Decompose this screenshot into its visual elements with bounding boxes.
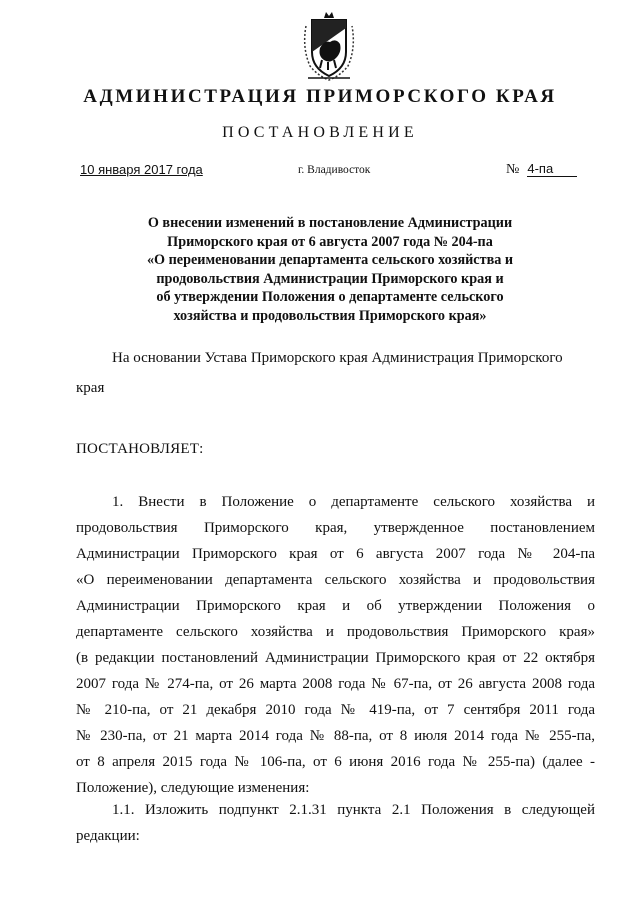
clause-1	[76, 489, 595, 801]
title-line: «О переименовании департамента сельского хозяйства и	[146, 252, 514, 268]
clause-line: продовольствия Приморского края, утвержденное постановлением	[76, 520, 595, 536]
title-line: Приморского края от 6 августа 2007 года № 204-па	[167, 233, 493, 250]
document-type: ПОСТАНОВЛЕНИЕ	[222, 124, 418, 141]
clause-line: 2007 года № 274-па, от 26 марта 2008 года № 67-па, от 26 августа 2008 года	[76, 676, 595, 692]
clause-line: от 8 апреля 2015 года № 106-па, от 6 июня 2016 года № 255-па) (далее -	[76, 754, 595, 770]
clause-line: № 230-па, от 21 марта 2014 года № 88-па, от 8 июля 2014 года № 255-па,	[76, 728, 595, 744]
basis-text-line: края	[76, 380, 105, 396]
clause-1-1	[76, 797, 595, 849]
clause-line: Положение), следующие изменения:	[76, 780, 310, 796]
document-date: 10 января 2017 года	[80, 162, 203, 177]
clause-line: (в редакции постановлений Администрации Приморского края от 22 октября	[76, 650, 595, 666]
basis-text-line: На основании Устава Приморского края Администрация Приморского	[112, 350, 563, 366]
document-city: г. Владивосток	[298, 164, 371, 176]
number-value: 4-па	[527, 161, 577, 177]
title-line: продовольствия Администрации Приморского края и	[156, 270, 504, 287]
document-number	[506, 161, 577, 178]
document-title	[120, 214, 540, 325]
clause-line: 1. Внести в Положение о департаменте сельского хозяйства и	[112, 494, 595, 510]
title-line: О внесении изменений в постановление Администрации	[147, 215, 513, 231]
title-line: об утверждении Положения о департаменте сельского	[156, 289, 504, 305]
coat-of-arms-icon	[298, 8, 360, 82]
clause-line: редакции:	[76, 828, 140, 844]
clause-line: 1.1. Изложить подпункт 2.1.31 пункта 2.1 Положения в следующей	[112, 802, 595, 818]
number-sign: №	[506, 162, 520, 177]
clause-line: Администрации Приморского края от 6 августа 2007 года № 204-па	[76, 546, 595, 562]
organization-name: АДМИНИСТРАЦИЯ ПРИМОРСКОГО КРАЯ	[83, 86, 557, 107]
decree-heading: ПОСТАНОВЛЯЕТ:	[76, 441, 204, 457]
clause-line: «О переименовании департамента сельского хозяйства и продовольствия	[76, 572, 595, 588]
clause-line: Администрации Приморского края и об утверждении Положения о	[76, 598, 595, 614]
title-line: хозяйства и продовольствия Приморского края»	[173, 307, 487, 324]
clause-line: № 210-па, от 21 декабря 2010 года № 419-па, от 7 сентября 2011 года	[76, 702, 595, 718]
clause-line: департаменте сельского хозяйства и продовольствия Приморского края»	[76, 624, 595, 640]
